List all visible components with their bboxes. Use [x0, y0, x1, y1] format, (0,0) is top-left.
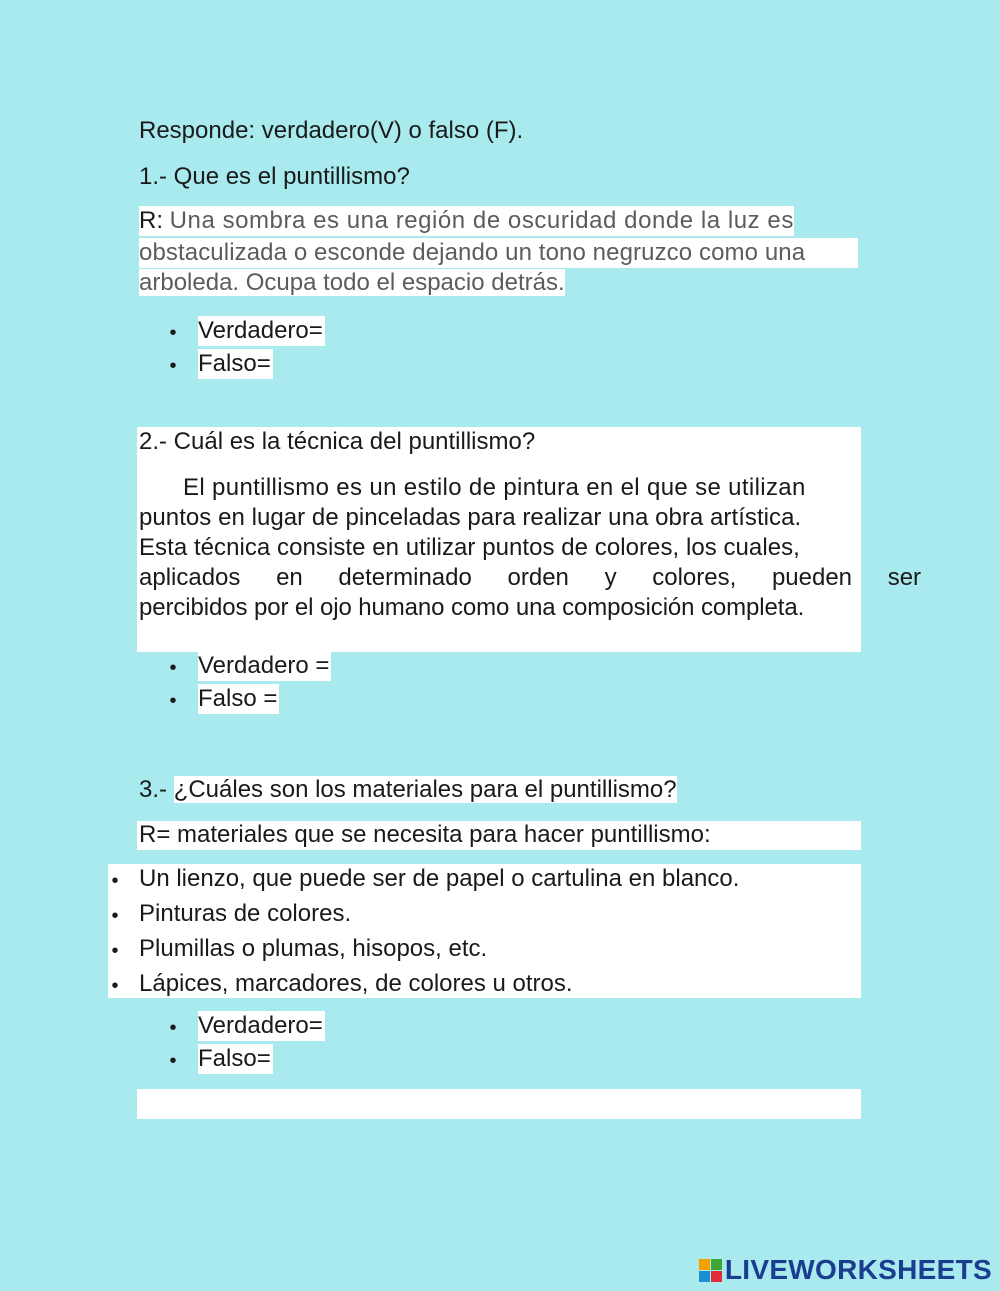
question-3-title: [139, 775, 677, 805]
question-3-prefix: 3.-: [139, 776, 168, 803]
bullet-dot: •: [169, 690, 177, 712]
answer-2-line-5: percibidos por el ojo humano como una composición completa.: [139, 594, 805, 621]
material-item: Plumillas o plumas, hisopos, etc.: [139, 935, 488, 962]
q3-option-falso[interactable]: Falso=: [198, 1045, 271, 1072]
material-item: Pinturas de colores.: [139, 900, 352, 927]
question-2-title: 2.- Cuál es la técnica del puntillismo?: [139, 428, 536, 455]
material-item: Un lienzo, que puede ser de papel o cartulina en blanco.: [139, 865, 740, 892]
logo-square: [711, 1259, 722, 1270]
bullet-dot: •: [169, 1017, 177, 1039]
bullet-dot: •: [111, 870, 119, 892]
answer-2-line-2: puntos en lugar de pinceladas para realizar una obra artística.: [139, 504, 802, 531]
question-3-answer: R= materiales que se necesita para hacer puntillismo:: [139, 821, 711, 848]
q1-option-falso[interactable]: Falso=: [198, 350, 271, 377]
logo-square: [711, 1271, 722, 1282]
answer-2-line-4: aplicados en determinado orden y colores, pueden ser: [139, 564, 922, 591]
question-3-text: ¿Cuáles son los materiales para el puntillismo?: [173, 776, 677, 803]
liveworksheets-logo: [699, 1255, 992, 1285]
question-2-answer: [139, 473, 922, 623]
q2-option-falso[interactable]: Falso =: [198, 685, 278, 712]
bullet-dot: •: [169, 322, 177, 344]
q1-option-verdadero[interactable]: Verdadero=: [198, 317, 323, 344]
answer-1-prefix: R:: [139, 207, 163, 234]
answer-2-line-3: Esta técnica consiste en utilizar puntos de colores, los cuales,: [139, 534, 800, 561]
question-1-title: 1.- Que es el puntillismo?: [139, 163, 410, 190]
q3-option-verdadero[interactable]: Verdadero=: [198, 1012, 323, 1039]
answer-1-line-1: [139, 206, 794, 236]
bullet-dot: •: [169, 657, 177, 679]
bullet-dot: •: [169, 355, 177, 377]
bullet-dot: •: [169, 1050, 177, 1072]
answer-input-box[interactable]: [137, 1089, 861, 1119]
bullet-dot: •: [111, 940, 119, 962]
answer-1-line-1-text: Una sombra es una región de oscuridad donde la luz es: [169, 207, 794, 234]
bullet-dot: •: [111, 905, 119, 927]
instruction-heading: Responde: verdadero(V) o falso (F).: [139, 117, 524, 144]
logo-square: [699, 1259, 710, 1270]
brand-name: LIVEWORKSHEETS: [724, 1254, 992, 1285]
answer-2-line-1: El puntillismo es un estilo de pintura en el que se utilizan: [183, 474, 806, 501]
material-item: Lápices, marcadores, de colores u otros.: [139, 970, 573, 997]
bullet-dot: •: [111, 975, 119, 997]
logo-icon: [699, 1259, 722, 1282]
question-1-answer: [139, 206, 858, 298]
answer-1-line-3: arboleda. Ocupa todo el espacio detrás.: [139, 269, 565, 296]
logo-square: [699, 1271, 710, 1282]
q2-option-verdadero[interactable]: Verdadero =: [198, 652, 330, 679]
answer-1-line-2: obstaculizada o esconde dejando un tono negruzco como una: [139, 238, 858, 268]
